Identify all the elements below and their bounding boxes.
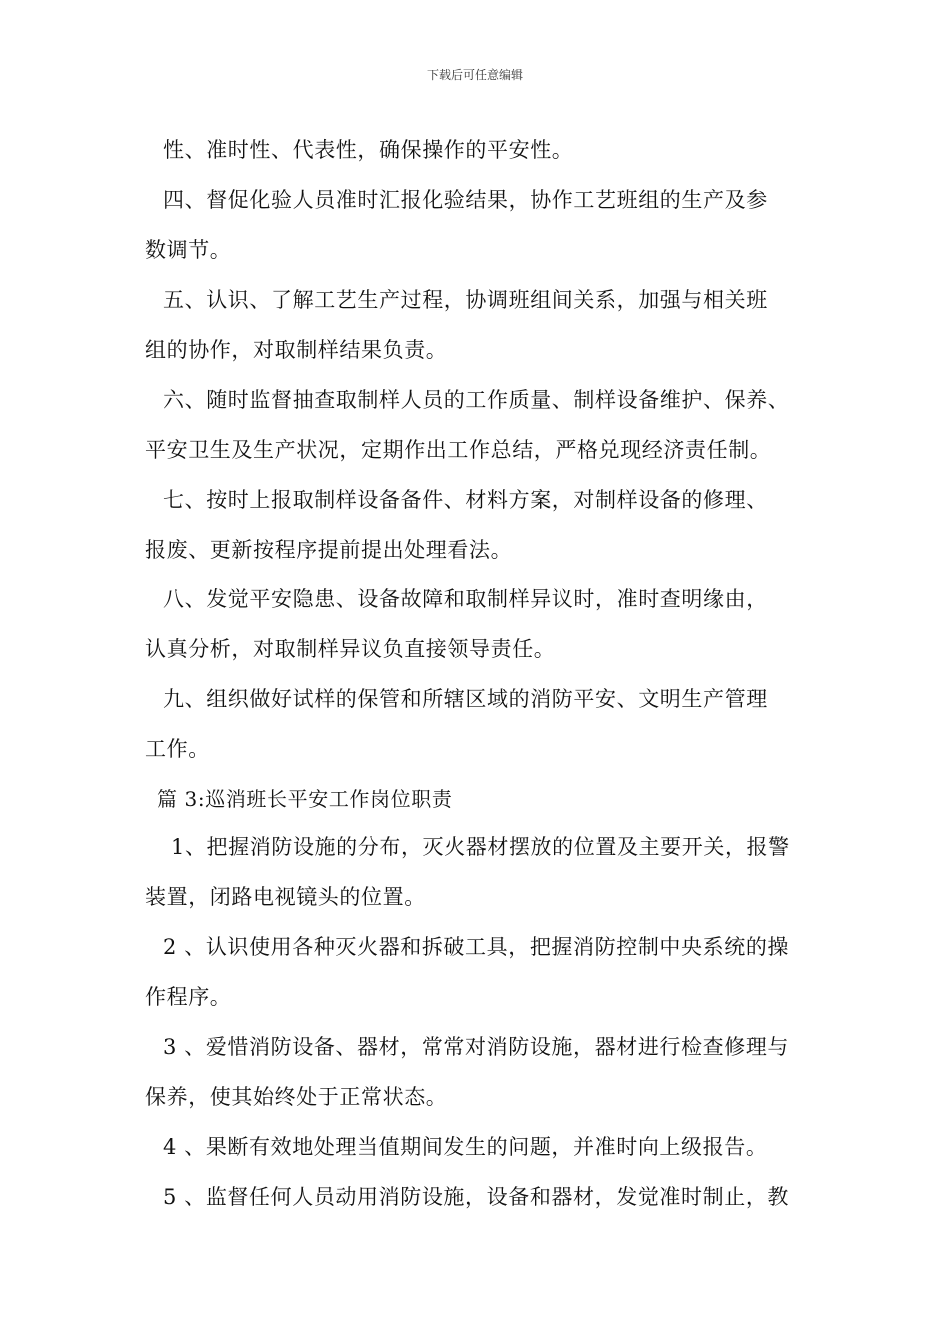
text-line: 保养，使其始终处于正常状态。 xyxy=(145,1085,448,1109)
text-line: 四、督促化验人员准时汇报化验结果，协作工艺班组的生产及参 xyxy=(163,188,768,212)
text-line: 九、组织做好试样的保管和所辖区域的消防平安、文明生产管理 xyxy=(163,687,768,711)
text-line: 组的协作，对取制样结果负责。 xyxy=(145,338,448,362)
text-line: 八、发觉平安隐患、设备故障和取制样异议时，准时查明缘由， xyxy=(163,587,768,611)
text-line: 报废、更新按程序提前提出处理看法。 xyxy=(145,538,513,562)
text-line: 性、准时性、代表性，确保操作的平安性。 xyxy=(163,138,574,162)
page-header: 下载后可任意编辑 xyxy=(426,68,523,82)
text-line: 工作。 xyxy=(145,737,210,761)
text-line: 4 、果断有效地处理当值期间发生的问题，并准时向上级报告。 xyxy=(163,1135,768,1159)
text-line: 七、按时上报取制样设备备件、材料方案，对制样设备的修理、 xyxy=(163,488,768,512)
text-line: 平安卫生及生产状况，定期作出工作总结，严格兑现经济责任制。 xyxy=(145,438,772,462)
text-line: 认真分析，对取制样异议负直接领导责任。 xyxy=(145,637,556,661)
text-line: 数调节。 xyxy=(145,238,232,262)
text-line: 装置，闭路电视镜头的位置。 xyxy=(145,885,426,909)
text-line: 六、随时监督抽查取制样人员的工作质量、制样设备维护、保养、 xyxy=(163,388,790,412)
text-line: 3 、爱惜消防设备、器材，常常对消防设施，器材进行检查修理与 xyxy=(163,1035,790,1059)
text-line: 2 、认识使用各种灭火器和拆破工具，把握消防控制中央系统的操 xyxy=(163,935,790,959)
text-line: 5 、监督任何人员动用消防设施，设备和器材，发觉准时制止，教 xyxy=(163,1185,790,1209)
text-line: 作程序。 xyxy=(145,985,232,1009)
text-line: 1、把握消防设施的分布，灭火器材摆放的位置及主要开关，报警 xyxy=(171,835,790,859)
section-heading: 篇 3:巡消班长平安工作岗位职责 xyxy=(157,787,453,811)
text-line: 五、认识、了解工艺生产过程，协调班组间关系，加强与相关班 xyxy=(163,288,768,312)
